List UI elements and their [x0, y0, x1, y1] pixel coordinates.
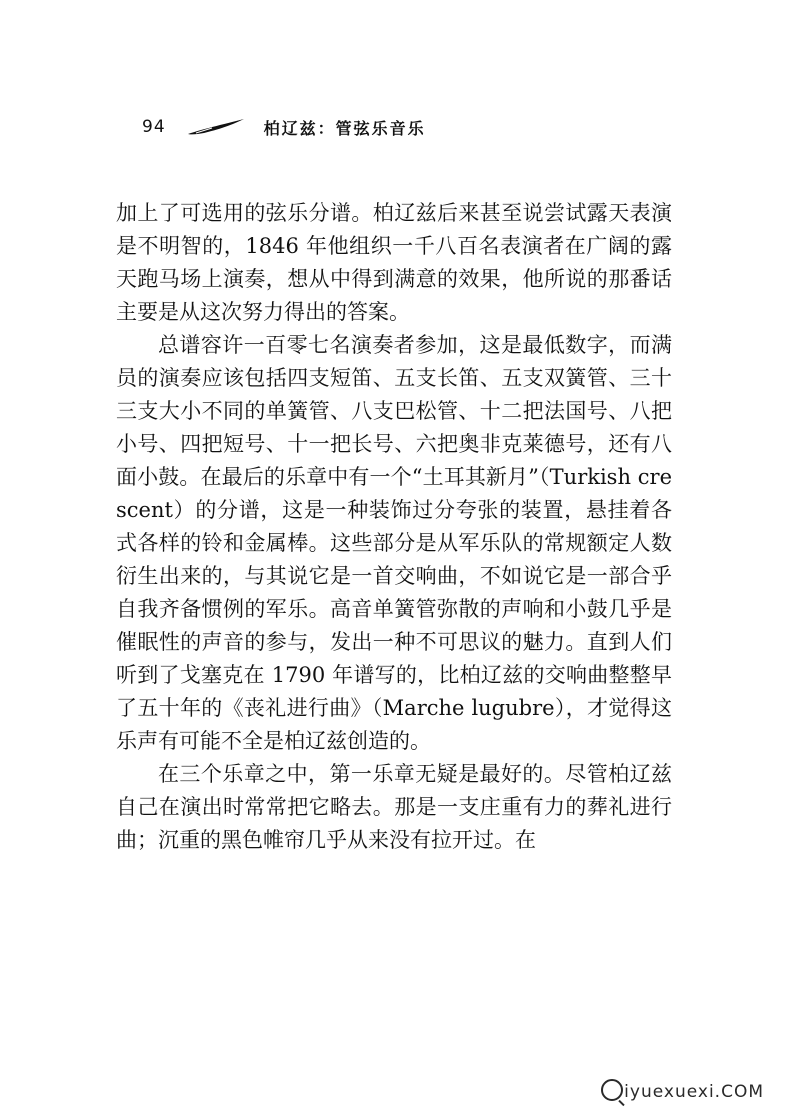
- body-text: [116, 197, 672, 857]
- paragraph-2: 总谱容许一百零七名演奏者参加，这是最低数字，而满员的演奏应该包括四支短笛、五支长笛、五支双簧管、三十三支大小不同的单簧管、八支巴松管、十二把法国号、八把小号、四把短号、十一把长号、六把奥非克莱德号，还有八面小鼓。在最后的乐章中有一个“土耳其新月”（Turkish crescent）的分谱，这是一种装饰过分夸张的装置，悬挂着各式各样的铃和金属棒。这些部分是从军乐队的常规额定人数衍生出来的，与其说它是一首交响曲，不如说它是一部合乎自我齐备惯例的军乐。高音单簧管弥散的声响和小鼓几乎是催眠性的声音的参与，发出一种不可思议的魅力。直到人们听到了戈塞克在 1790 年谱写的，比柏辽兹的交响曲整整早了五十年的《丧礼进行曲》（Marche lugubre），才觉得这乐声有可能不全是柏辽兹创造的。: [116, 333, 672, 753]
- paragraph-3: 在三个乐章之中，第一乐章无疑是最好的。尽管柏辽兹自己在演出时常常把它略去。那是一支庄重有力的葬礼进行曲；沉重的黑色帷帘几乎从来没有拉开过。在: [116, 762, 672, 852]
- running-header: [142, 112, 426, 142]
- running-title: 柏辽兹：管弦乐音乐: [263, 118, 426, 138]
- magnifier-q-icon: [601, 1079, 623, 1101]
- quill-pen-icon: [186, 118, 246, 136]
- paragraph-1: 加上了可选用的弦乐分谱。柏辽兹后来甚至说尝试露天表演是不明智的，1846 年他组织一千八百名表演者在广阔的露天跑马场上演奏，想从中得到满意的效果，他所说的那番话主要是从这次努力得出的答案。: [116, 201, 672, 324]
- page-number: 94: [142, 117, 166, 137]
- watermark-text: iyuexuexi.COM: [624, 1082, 764, 1102]
- site-watermark: [601, 1079, 764, 1102]
